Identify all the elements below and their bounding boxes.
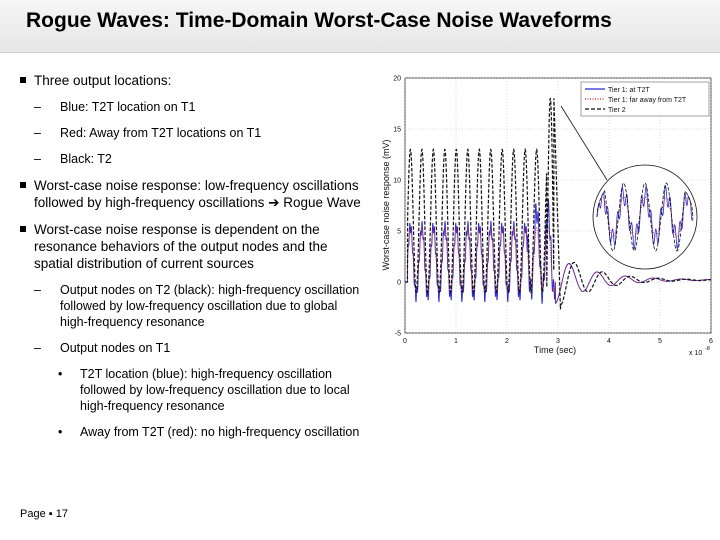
x-tick-label: 2 [505,338,509,345]
x-tick-label: 3 [556,338,560,345]
dash-marker: – [34,100,41,114]
y-tick-label: 20 [393,75,401,83]
slide-title: Rogue Waves: Time-Domain Worst-Case Noise Waveforms [26,9,612,32]
y-axis-label: Worst-case noise response (mV) [381,139,391,271]
dot-marker: • [58,367,63,381]
x-multiplier: x 10 [689,350,703,357]
dot-marker: • [58,425,63,439]
sub-bullet-text: Output nodes on T2 (black): high-frequency oscillation followed by low-frequency oscillation due to global high-frequency resonance [60,283,360,329]
dash-marker: – [34,341,41,355]
subsub-bullet-text: T2T location (blue): high-frequency oscillation followed by low-frequency oscillation due to local high-frequency resonance [80,367,350,413]
bullet-locations [18,72,368,89]
y-tick-label: 0 [397,279,401,287]
sub-bullet-t1 [18,340,368,356]
sub-bullet-blue [18,99,368,115]
sub-bullet-text: Output nodes on T1 [60,341,171,355]
sub-bullet-text: Blue: T2T location on T1 [60,100,196,114]
sub-bullet-text: Red: Away from T2T locations on T1 [60,126,262,140]
x-axis-label: Time (sec) [533,345,577,355]
legend-series-3: Tier 2 [608,107,626,114]
sub-bullet-text: Black: T2 [60,152,112,166]
sub-bullet-black [18,151,368,167]
page-footer: Page ▪ 17 [20,508,68,520]
legend-series-1: Tier 1: at T2T [608,87,650,94]
y-tick-label: -5 [394,330,401,338]
bullet-text: Worst-case noise response is dependent on the resonance behaviors of the output nodes and the spatial distribution of current sources [34,222,328,271]
bullet-list [18,72,368,450]
subsub-bullet-away [18,424,368,440]
legend [581,82,709,116]
title-bar [0,0,720,53]
subsub-bullet-t2t [18,366,368,414]
bullet-dependence [18,221,368,272]
legend-series-2: Tier 1: far away from T2T [608,97,687,104]
x-tick-label: 1 [454,338,458,345]
noise-waveform-chart [375,62,720,362]
bullet-rogue-wave [18,177,368,211]
y-tick-label: 15 [393,126,401,134]
x-tick-label: 0 [403,338,407,345]
sub-bullet-t2 [18,282,368,330]
bullet-text: Worst-case noise response: low-frequency oscillations followed by high-frequency oscillations ➔ Rogue Wave [34,178,361,210]
sub-bullet-red [18,125,368,141]
dash-marker: – [34,283,41,297]
y-tick-label: 10 [393,177,401,185]
x-tick-label: 6 [709,338,713,345]
y-tick-label: 5 [397,228,401,236]
dash-marker: – [34,126,41,140]
x-tick-label: 4 [607,338,611,345]
bullet-text: Three output locations: [34,73,172,88]
subsub-bullet-text: Away from T2T (red): no high-frequency oscillation [80,425,360,439]
dash-marker: – [34,152,41,166]
x-tick-label: 5 [658,338,662,345]
x-multiplier-exponent: -8 [705,346,710,352]
